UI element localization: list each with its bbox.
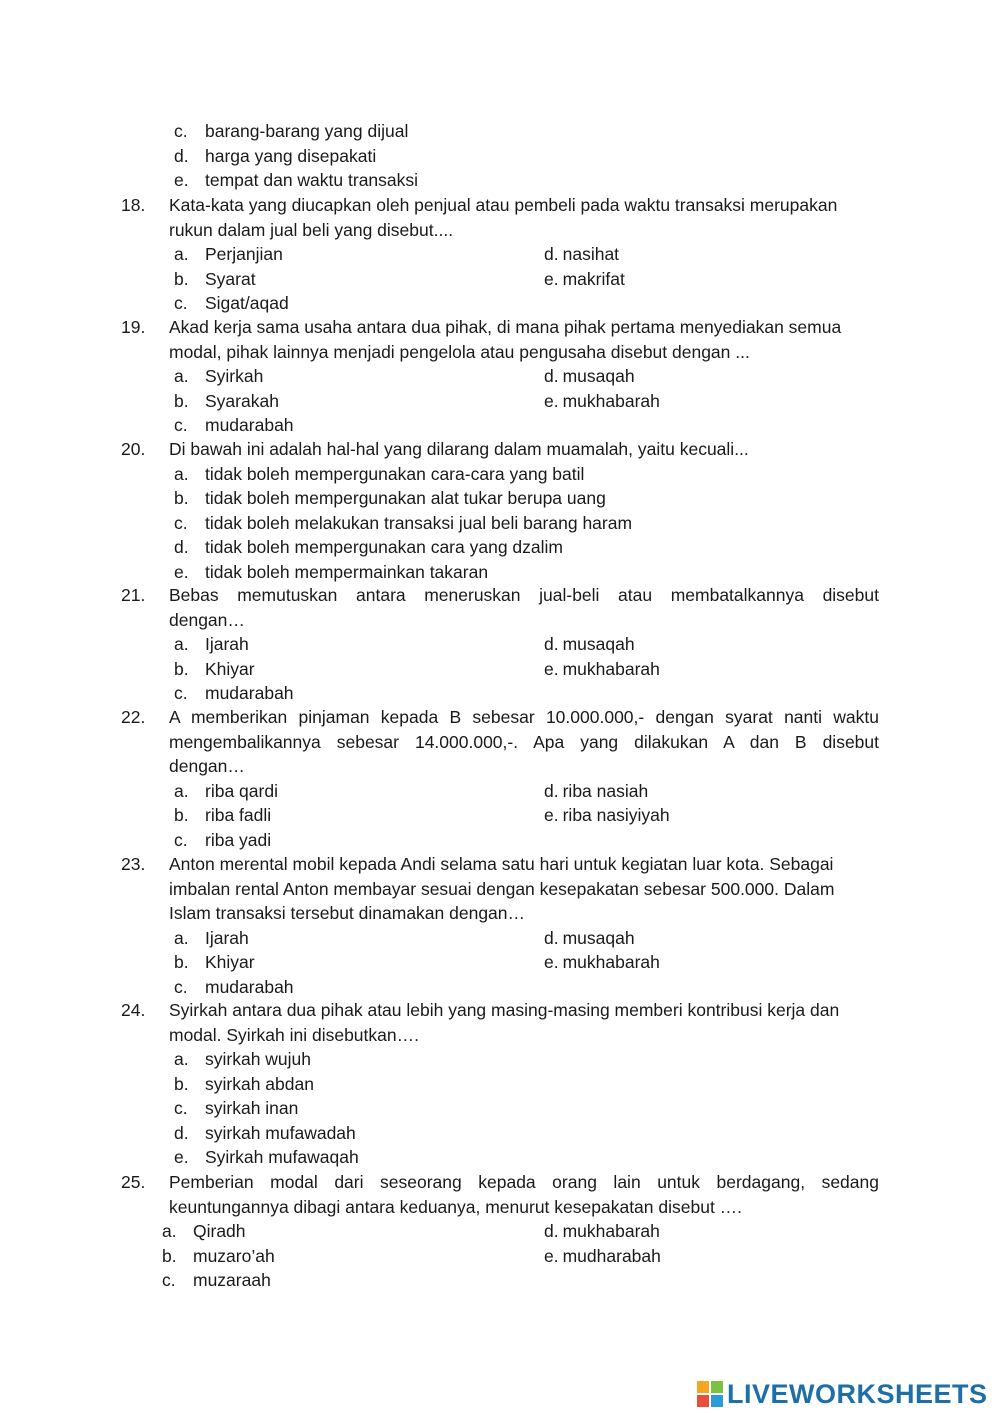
question-23 (0, 852, 1000, 999)
option-letter: c. (174, 829, 188, 850)
option-text: Syirkah (205, 366, 264, 386)
option-row (0, 511, 1000, 536)
option-e[interactable] (544, 950, 660, 975)
question-number: 22. (121, 707, 146, 727)
question-line: Bebas memutuskan antara meneruskan jual-beli atau membatalkannya disebut (169, 585, 879, 605)
option-letter: d. (544, 1221, 559, 1241)
option-d[interactable] (544, 632, 635, 657)
option-letter: b. (174, 488, 189, 508)
option-letter: b. (174, 268, 189, 289)
option-d[interactable] (544, 364, 635, 389)
option-text: riba qardi (205, 780, 278, 801)
option-text: musaqah (562, 927, 635, 948)
option-row (0, 828, 1000, 853)
continued-options (0, 119, 1000, 193)
option-row (0, 364, 1000, 389)
question-line: mengembalikannya sebesar 14.000.000,-. Apa yang dilakukan A dan B disebut (169, 731, 879, 752)
option-text: mukhabarah (562, 952, 660, 972)
option-text: syirkah wujuh (205, 1049, 312, 1069)
question-line: Pemberian modal dari seseorang kepada orang lain untuk berdagang, sedang (169, 1172, 879, 1192)
option-e[interactable] (544, 267, 625, 292)
question-line: modal, pihak lainnya menjadi pengelola atau pengusaha disebut dengan ... (169, 341, 750, 362)
question-25 (0, 1170, 1000, 1293)
question-text (169, 998, 879, 1047)
option-text: musaqah (562, 366, 635, 386)
option-row (0, 1121, 1000, 1146)
question-line: Di bawah ini adalah hal-hal yang dilarang dalam muamalah, yaitu kecuali... (169, 439, 749, 459)
option-text: syirkah inan (205, 1098, 299, 1118)
question-line: rukun dalam jual beli yang disebut.... (169, 219, 454, 240)
question-line: modal. Syirkah ini disebutkan…. (169, 1024, 419, 1045)
question-stem-row (0, 437, 1000, 462)
option-letter: d. (174, 1122, 189, 1143)
option-row (0, 267, 1000, 292)
option-letter: b. (174, 390, 189, 411)
option-letter: d. (544, 634, 559, 654)
question-number: 25. (121, 1172, 146, 1192)
option-text: Syarat (205, 268, 256, 289)
option-text: mudharabah (562, 1245, 661, 1266)
question-line: keuntungannya dibagi antara keduanya, menurut kesepakatan disebut …. (169, 1196, 743, 1217)
option-text: tidak boleh mempermainkan takaran (205, 561, 489, 582)
option-letter: a. (174, 927, 189, 948)
option-text: Syirkah mufawaqah (205, 1147, 359, 1167)
question-number: 24. (121, 1000, 146, 1020)
option-letter: b. (162, 1245, 177, 1266)
option-text: tempat dan waktu transaksi (205, 170, 419, 190)
question-number: 18. (121, 195, 146, 215)
option-row (0, 291, 1000, 316)
option-letter: b. (174, 658, 189, 679)
option-letter: c. (174, 293, 188, 313)
option-row (0, 1145, 1000, 1170)
option-row (0, 803, 1000, 828)
option-letter: d. (174, 537, 189, 557)
option-row (0, 950, 1000, 975)
option-letter: e. (544, 658, 559, 679)
question-number: 21. (121, 585, 146, 605)
question-stem-row (0, 998, 1000, 1047)
option-d[interactable] (544, 242, 619, 267)
option-row (0, 242, 1000, 267)
question-stem-row (0, 193, 1000, 242)
option-text: Khiyar (205, 658, 255, 679)
question-line: Akad kerja sama usaha antara dua pihak, di mana pihak pertama menyediakan semua (169, 317, 842, 337)
option-text: mudarabah (205, 415, 294, 435)
question-text (169, 1170, 879, 1219)
option-letter: c. (174, 976, 188, 997)
option-row (0, 1072, 1000, 1097)
question-line: Islam transaksi tersebut dinamakan dengan… (169, 903, 526, 923)
question-24 (0, 998, 1000, 1170)
option-row (0, 657, 1000, 682)
question-line: A memberikan pinjaman kepada B sebesar 10.000.000,- dengan syarat nanti waktu (169, 707, 879, 727)
logo-icon (697, 1381, 723, 1407)
option-letter: c. (174, 1098, 188, 1118)
option-letter: a. (174, 634, 189, 654)
question-line: Kata-kata yang diucapkan oleh penjual atau pembeli pada waktu transaksi merupakan (169, 195, 838, 215)
option-d[interactable] (544, 1219, 660, 1244)
option-letter: e. (174, 1147, 189, 1167)
option-letter: e. (544, 805, 559, 825)
question-number: 20. (121, 439, 146, 459)
question-line: imbalan rental Anton membayar sesuai dengan kesepakatan sebesar 500.000. Dalam (169, 878, 835, 899)
option-letter: a. (174, 1049, 189, 1069)
question-stem-row (0, 1170, 1000, 1219)
option-letter: a. (174, 463, 189, 484)
question-line: Anton merental mobil kepada Andi selama satu hari untuk kegiatan luar kota. Sebagai (169, 854, 834, 874)
question-21 (0, 583, 1000, 706)
liveworksheets-logo[interactable] (697, 1378, 988, 1410)
option-text: tidak boleh mempergunakan cara-cara yang batil (205, 463, 585, 484)
option-row (0, 681, 1000, 706)
option-letter: a. (174, 780, 189, 801)
option-letter: c. (174, 121, 188, 141)
question-stem-row (0, 583, 1000, 632)
question-line: dengan… (169, 609, 245, 630)
option-text: musaqah (562, 634, 635, 654)
option-letter: e. (544, 1245, 559, 1266)
option-e[interactable] (544, 803, 670, 828)
option-letter: b. (174, 805, 189, 825)
option-row (0, 119, 1000, 144)
option-text: riba nasiah (562, 780, 649, 801)
option-letter: d. (544, 927, 559, 948)
option-text: mukhabarah (562, 658, 660, 679)
option-row (0, 168, 1000, 193)
option-row (0, 632, 1000, 657)
option-text: syirkah mufawadah (205, 1122, 356, 1143)
option-letter: c. (174, 683, 188, 703)
brand-name: LIVEWORKSHEETS (727, 1378, 988, 1409)
option-text: mukhabarah (562, 1221, 660, 1241)
option-letter: c. (162, 1270, 176, 1290)
question-18 (0, 193, 1000, 316)
question-text (169, 705, 879, 779)
question-text (169, 315, 879, 364)
option-text: Qiradh (193, 1221, 246, 1241)
option-row (0, 975, 1000, 1000)
option-row (0, 462, 1000, 487)
option-d[interactable] (544, 926, 635, 951)
option-row (0, 486, 1000, 511)
question-text (169, 583, 879, 632)
option-letter: e. (174, 170, 189, 190)
option-row (0, 535, 1000, 560)
question-20 (0, 437, 1000, 584)
question-text (169, 437, 879, 462)
option-row (0, 779, 1000, 804)
option-letter: d. (544, 366, 559, 386)
option-text: riba yadi (205, 829, 272, 850)
option-letter: d. (174, 145, 189, 166)
option-text: harga yang disepakati (205, 145, 377, 166)
option-row (0, 1096, 1000, 1121)
option-text: Khiyar (205, 952, 255, 972)
option-letter: a. (174, 366, 189, 386)
option-text: barang-barang yang dijual (205, 121, 409, 141)
option-text: Ijarah (205, 634, 249, 654)
option-e[interactable] (544, 657, 660, 682)
option-text: mukhabarah (562, 390, 660, 411)
option-text: tidak boleh melakukan transaksi jual beli barang haram (205, 512, 633, 533)
option-e[interactable] (544, 1244, 661, 1269)
option-text: riba fadli (205, 805, 272, 825)
option-text: muzaraah (193, 1270, 271, 1290)
option-text: syirkah abdan (205, 1073, 314, 1094)
option-text: tidak boleh mempergunakan alat tukar berupa uang (205, 488, 606, 508)
option-letter: e. (544, 268, 559, 289)
question-number: 23. (121, 854, 146, 874)
question-text (169, 193, 879, 242)
question-line: dengan… (169, 756, 245, 776)
option-letter: b. (174, 952, 189, 972)
option-letter: e. (544, 952, 559, 972)
option-text: mudarabah (205, 683, 294, 703)
question-text (169, 852, 879, 926)
option-text: nasihat (562, 244, 620, 264)
option-row (0, 560, 1000, 585)
option-letter: e. (544, 390, 559, 411)
option-text: tidak boleh mempergunakan cara yang dzalim (205, 537, 563, 557)
option-row (0, 1219, 1000, 1244)
question-stem-row (0, 315, 1000, 364)
option-row (0, 1244, 1000, 1269)
option-text: Ijarah (205, 927, 249, 948)
option-letter: a. (174, 244, 189, 264)
option-text: Syarakah (205, 390, 279, 411)
question-stem-row (0, 705, 1000, 779)
option-text: Sigat/aqad (205, 293, 289, 313)
option-letter: c. (174, 512, 188, 533)
option-text: mudarabah (205, 976, 294, 997)
option-row (0, 1268, 1000, 1293)
question-number: 19. (121, 317, 146, 337)
option-row (0, 144, 1000, 169)
option-text: muzaro’ah (193, 1245, 275, 1266)
option-row (0, 413, 1000, 438)
option-e[interactable] (544, 389, 660, 414)
option-row (0, 926, 1000, 951)
option-letter: b. (174, 1073, 189, 1094)
question-19 (0, 315, 1000, 438)
option-text: riba nasiyiyah (562, 805, 670, 825)
option-letter: a. (162, 1221, 177, 1241)
question-line: Syirkah antara dua pihak atau lebih yang masing-masing memberi kontribusi kerja dan (169, 1000, 840, 1020)
option-letter: c. (174, 415, 188, 435)
option-letter: e. (174, 561, 189, 582)
option-letter: d. (544, 244, 559, 264)
option-text: Perjanjian (205, 244, 283, 264)
option-text: makrifat (562, 268, 625, 289)
option-row (0, 1047, 1000, 1072)
option-d[interactable] (544, 779, 648, 804)
option-row (0, 389, 1000, 414)
question-22 (0, 705, 1000, 852)
question-stem-row (0, 852, 1000, 926)
option-letter: d. (544, 780, 559, 801)
